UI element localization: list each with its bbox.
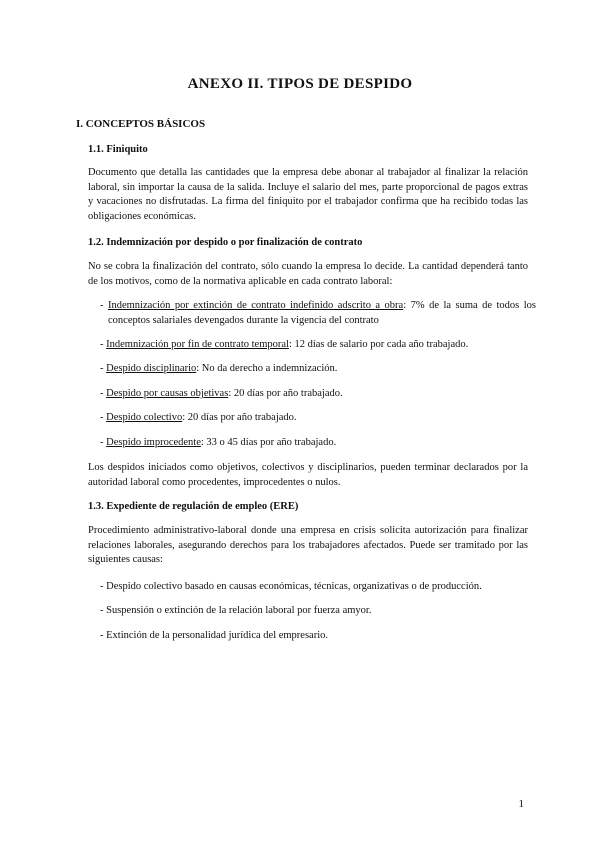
finiquito-paragraph: Documento que detalla las cantidades que la empresa debe abonar al trabajador al finalizar la relación laboral, sin importar la causa de la salida. Incluye el salario del mes, parte proporcional de pagos extras y vacaciones no disfrutadas. La firma del finiquito por el trabajador confirma que ha recibido todas las obligaciones económicas. <box>88 167 528 222</box>
page-number: 1 <box>518 798 524 810</box>
list-item: - Indemnización por fin de contrato temporal: 12 días de salario por cada año trabajado. <box>100 339 469 350</box>
document-title: ANEXO II. TIPOS DE DESPIDO <box>187 76 413 92</box>
list-item: - Despido por causas objetivas: 20 días por año trabajado. <box>100 388 343 399</box>
subsection-heading-finiquito: 1.1. Finiquito <box>88 144 148 155</box>
list-item: - Extinción de la personalidad jurídica del empresario. <box>100 630 329 641</box>
list-item-text: Extinción de la personalidad jurídica del empresario. <box>106 630 329 641</box>
list-item-desc: : 12 días de salario por cada año trabajado. <box>288 339 469 350</box>
list-item: - Indemnización por extinción de contrato indefinido adscrito a obra: 7% de la suma de todos los conceptos salariales devengados durante la vigencia del contrato <box>100 300 536 326</box>
indemnizacion-closing: Los despidos iniciados como objetivos, colectivos y disciplinarios, pueden terminar declarados por la autoridad laboral como procedentes, improcedentes o nulos. <box>88 462 528 488</box>
subsection-heading-indemnizacion: 1.2. Indemnización por despido o por finalización de contrato <box>88 237 363 248</box>
list-item-text: Suspensión o extinción de la relación laboral por fuerza amyor. <box>106 605 372 616</box>
list-item-term: Indemnización por fin de contrato temporal <box>106 339 289 350</box>
list-item-desc: : 33 o 45 días por año trabajado. <box>200 437 337 448</box>
list-item-text: Despido colectivo basado en causas económicas, técnicas, organizativas o de producción. <box>106 581 482 592</box>
list-item-term: Indemnización por extinción de contrato indefinido adscrito a obra <box>107 300 404 311</box>
list-item-desc: : 20 días por año trabajado. <box>182 412 297 423</box>
section-heading-conceptos: I. CONCEPTOS BÁSICOS <box>76 118 206 130</box>
subsection-heading-ere: 1.3. Expediente de regulación de empleo (ERE) <box>88 501 299 512</box>
list-item-desc: : 20 días por año trabajado. <box>228 388 343 399</box>
list-item-desc: : 7% de la suma de todos los conceptos salariales devengados durante la vigencia del contrato <box>108 300 536 326</box>
list-item: - Despido colectivo basado en causas económicas, técnicas, organizativas o de producción. <box>100 581 482 592</box>
list-item-term: Despido colectivo <box>106 412 183 423</box>
ere-paragraph: Procedimiento administrativo-laboral donde una empresa en crisis solicita autorización para finalizar relaciones laborales, asegurando derechos para los trabajadores afectados. Puede ser tramitado por las siguientes causas: <box>88 525 528 565</box>
list-item-term: Despido por causas objetivas <box>106 388 229 399</box>
list-item: - Despido disciplinario: No da derecho a indemnización. <box>100 363 338 374</box>
indemnizacion-intro: No se cobra la finalización del contrato, sólo cuando la empresa lo decide. La cantidad dependerá tanto de los motivos, como de la normativa aplicable en cada contrato laboral: <box>88 261 528 287</box>
list-item-desc: : No da derecho a indemnización. <box>196 363 338 374</box>
list-item: - Despido improcedente: 33 o 45 días por año trabajado. <box>100 437 337 448</box>
list-item-term: Despido improcedente <box>106 437 201 448</box>
list-item: - Despido colectivo: 20 días por año trabajado. <box>100 412 297 423</box>
list-item-term: Despido disciplinario <box>106 363 197 374</box>
list-item: - Suspensión o extinción de la relación laboral por fuerza amyor. <box>100 605 372 616</box>
